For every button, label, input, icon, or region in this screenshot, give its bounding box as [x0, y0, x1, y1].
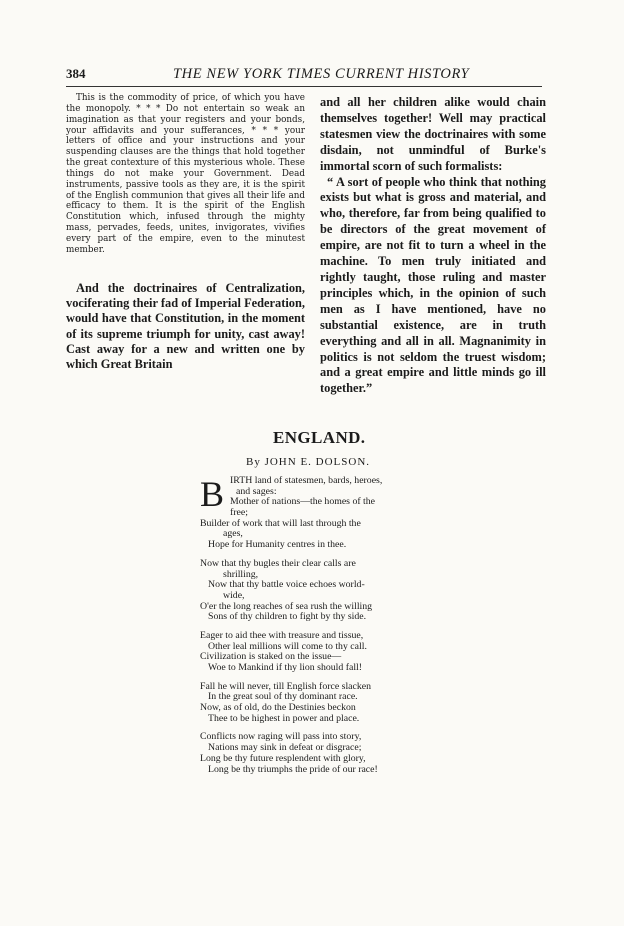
burke-quote: “ A sort of people who think that nothing exists but what is gross and material, and who, therefore, far from being qualified to be directors of the great movement of empire, are not fit to turn a wheel in the machine. To men truly initiated and rightly taught, those ruling and master principles which, in the opinion of such men as I have mentioned, have no substantial existence, are in truth everything and all in all. Magnanimity in politics is not seldom the truest wisdom; and a great empire and little minds go ill together.”: [320, 174, 546, 396]
left-column-quote: [66, 93, 305, 256]
poem-line: free;: [230, 507, 248, 519]
poem-line: Civilization is staked on the issue—: [200, 651, 342, 663]
poem-line: Conflicts now raging will pass into story,: [200, 731, 362, 743]
poem-line: Hope for Humanity centres in thee.: [208, 539, 347, 551]
page-header: [66, 66, 536, 82]
header-rule: [66, 86, 542, 87]
poem-line: IRTH land of statesmen, bards, heroes,: [230, 475, 383, 486]
poem-line: wide,: [223, 589, 245, 601]
quoted-paragraph: This is the commodity of price, of which you have the monopoly. * * * Do not entertain so weak an imagination as that your registers and your bonds, your affidavits and your sufferances, * * * your letters of office and your instructions and your suspending clauses are the things that hold together the great contexture of this mysterious whole. These things do not make your Government. Dead instruments, passive tools as they are, it is the spirit of the English communion that gives all their life and efficacy to them. It is the spirit of the English Constitution which, infused through the mighty mass, pervades, feeds, unites, invigorates, vivifies every part of the empire, even to the minutest member.: [66, 93, 305, 255]
stanza-3: [200, 631, 445, 674]
poem-line: Builder of work that will last through the: [200, 517, 361, 529]
poem-line: Now that thy bugles their clear calls are: [200, 557, 356, 569]
poem-body: [200, 476, 445, 783]
poem-line: In the great soul of thy dominant race.: [208, 691, 358, 703]
stanza-1: [200, 476, 445, 551]
body-paragraph: And the doctrinaires of Centralization, vociferating their fad of Imperial Federation, would have that Constitution, in the moment of its supreme triumph for unity, cast away! Cast away for a new and written one by which Great Britain: [66, 281, 305, 372]
poem-line: shrilling,: [223, 568, 259, 580]
stanza-5: [200, 732, 445, 775]
left-column-body: [66, 281, 305, 372]
poem-line: Other leal millions will come to thy call.: [208, 640, 367, 652]
drop-cap: B: [200, 474, 225, 514]
poem-title: ENGLAND.: [273, 428, 366, 447]
running-title: THE NEW YORK TIMES CURRENT HISTORY: [173, 66, 470, 82]
poem-line: and sages:: [236, 485, 277, 497]
poem-line: Nations may sink in defeat or disgrace;: [208, 742, 362, 754]
poem-line: Fall he will never, till English force slacken: [200, 680, 372, 692]
right-column-body: [320, 95, 546, 397]
poem-byline: By JOHN E. DOLSON.: [246, 456, 371, 468]
poem-line: Now that thy battle voice echoes world-: [208, 579, 365, 591]
poem-line: Long be thy triumphs the pride of our race!: [208, 763, 378, 775]
poem-line: Long be thy future resplendent with glory,: [200, 752, 366, 764]
poem-line: Woe to Mankind if thy lion should fall!: [208, 662, 363, 673]
poem-line: O'er the long reaches of sea rush the willing: [200, 600, 373, 612]
page-number: 384: [66, 66, 86, 81]
poem-line: Sons of thy children to fight by thy side.: [208, 611, 367, 623]
poem-line: Thee to be highest in power and place.: [208, 712, 360, 724]
poem-line: Now, as of old, do the Destinies beckon: [200, 702, 356, 714]
poem-line: ages,: [223, 528, 243, 540]
stanza-4: [200, 682, 445, 725]
poem-line: Eager to aid thee with treasure and tissue,: [200, 629, 364, 641]
continuation-paragraph: and all her children alike would chain themselves together! Well may practical statesmen view the doctrinaires with some disdain, not unmindful of Burke's immortal scorn of such formalists:: [320, 95, 546, 173]
stanza-2: [200, 559, 445, 623]
poem-line: Mother of nations—the homes of the: [230, 496, 376, 508]
